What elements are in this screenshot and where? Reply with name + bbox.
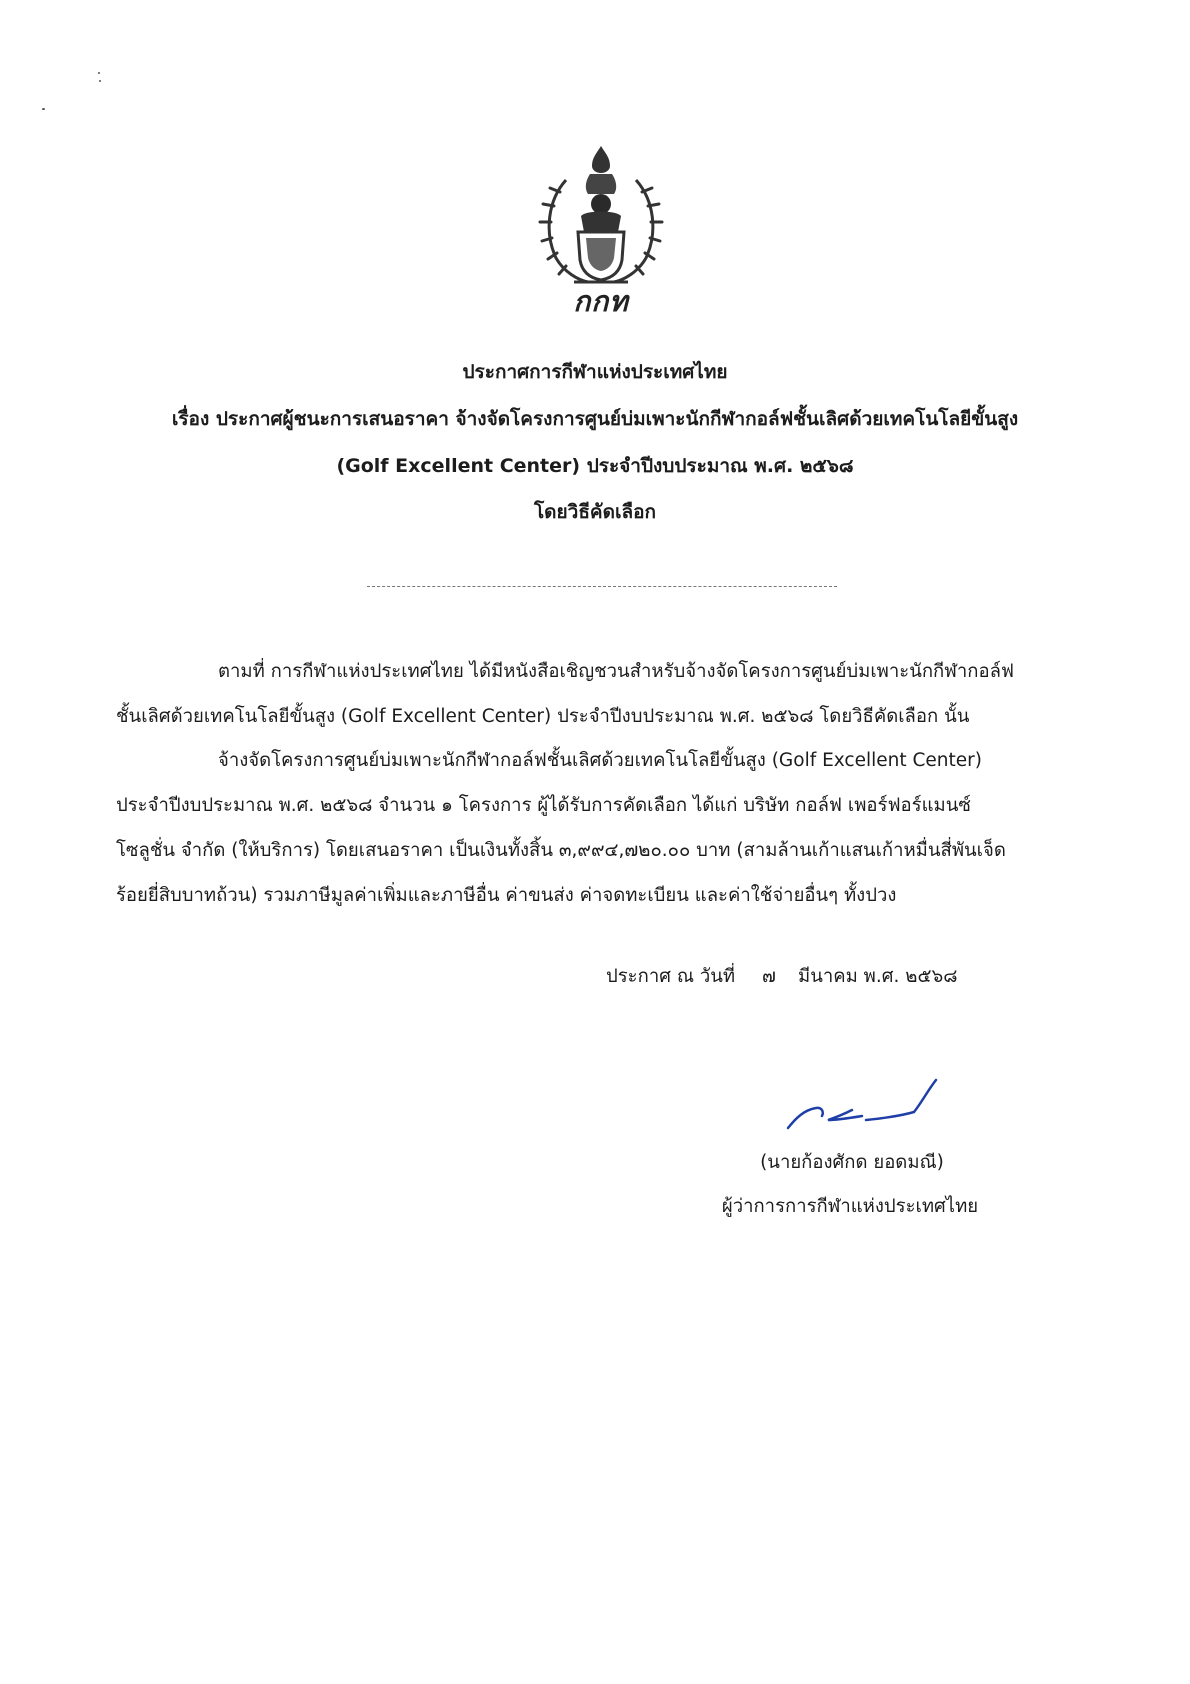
date-month-year: มีนาคม พ.ศ. ๒๕๖๘ [798,966,958,987]
heading-divider [367,586,837,587]
paragraph-1-line-2: ชั้นเลิศด้วยเทคโนโลยีขั้นสูง (Golf Excellent Center) ประจำปีงบประมาณ พ.ศ. ๒๕๖๘ โดยวิธีคัดเลือก นั้น [116,706,970,727]
paragraph-2-line-3: โซลูชั่น จำกัด (ให้บริการ) โดยเสนอราคา เป็นเงินทั้งสิ้น ๓,๙๙๔,๗๒๐.๐๐ บาท (สามล้านเก้าแสนเก้าหมื่นสี่พันเจ็ด [116,840,1006,861]
heading-method: โดยวิธีคัดเลือก [533,501,657,523]
logo-text: กกท [573,285,629,318]
heading-title: ประกาศการกีฬาแห่งประเทศไทย [462,361,728,383]
date-day: ๗ [762,966,776,987]
handwritten-signature-icon [782,1076,942,1136]
paragraph-1-line-1: ตามที่ การกีฬาแห่งประเทศไทย ได้มีหนังสือเชิญชวนสำหรับจ้างจัดโครงการศูนย์บ่มเพาะนักกีฬากอล์ฟ [218,661,1015,682]
signatory-title: ผู้ว่าการการกีฬาแห่งประเทศไทย [721,1196,979,1217]
paragraph-2-line-4: ร้อยยี่สิบบาทถ้วน) รวมภาษีมูลค่าเพิ่มและภาษีอื่น ค่าขนส่ง ค่าจดทะเบียน และค่าใช้จ่ายอื่นๆ ทั้งปวง [116,885,897,906]
signature-block [782,1076,942,1136]
heading-subject: เรื่อง ประกาศผู้ชนะการเสนอราคา จ้างจัดโครงการศูนย์บ่มเพาะนักกีฬากอล์ฟชั้นเลิศด้วยเทคโนโลยีขั้นสูง [171,408,1019,430]
paragraph-2-line-1: จ้างจัดโครงการศูนย์บ่มเพาะนักกีฬากอล์ฟชั้นเลิศด้วยเทคโนโลยีขั้นสูง (Golf Excellent Center) [218,750,982,771]
organization-logo [526,140,676,318]
date-prefix: ประกาศ ณ วันที่ [606,966,736,987]
signatory-name: (นายก้องศักด ยอดมณี) [760,1152,944,1173]
paragraph-2-line-2: ประจำปีงบประมาณ พ.ศ. ๒๕๖๘ จำนวน ๑ โครงการ ผู้ได้รับการคัดเลือก ได้แก่ บริษัท กอล์ฟ เพอร์ฟอร์แมนซ์ [116,795,971,816]
heading-project: (Golf Excellent Center) ประจำปีงบประมาณ พ.ศ. ๒๕๖๘ [336,455,854,477]
